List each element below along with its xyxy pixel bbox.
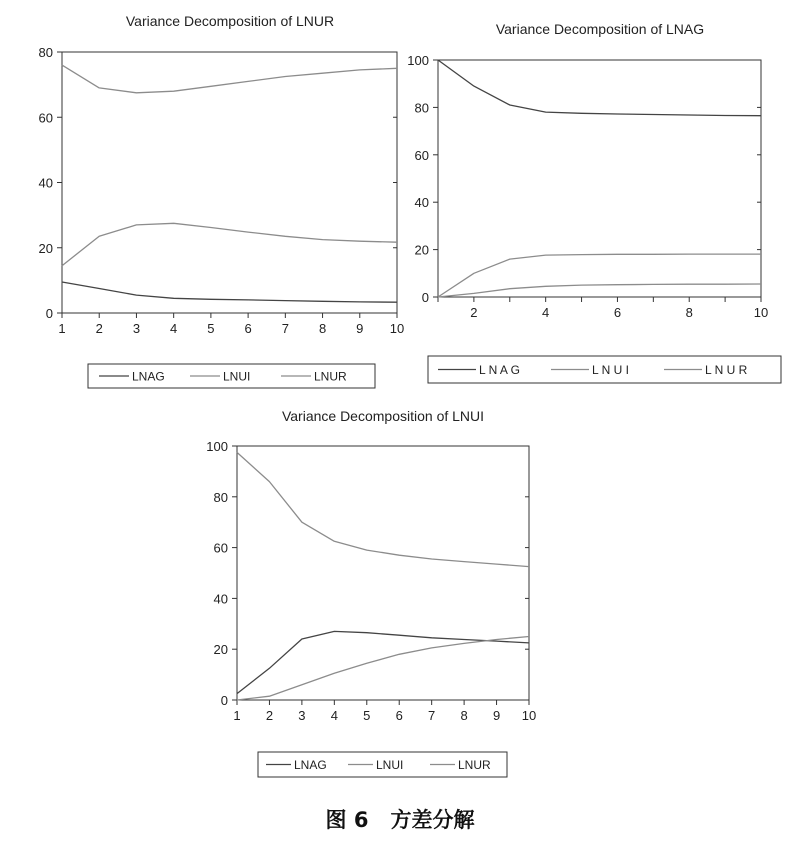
series-line-2 [438, 254, 761, 297]
y-tick-label: 20 [213, 642, 228, 658]
x-tick-label: 8 [685, 305, 693, 320]
x-tick-label: 4 [330, 708, 338, 723]
legend [258, 752, 507, 777]
x-tick-label: 7 [281, 321, 289, 336]
y-tick-label: 100 [206, 439, 228, 454]
x-tick-label: 3 [132, 321, 141, 336]
chart-title: Variance Decomposition of LNUI [281, 408, 485, 424]
y-tick-label: 60 [213, 540, 228, 556]
series-line-1 [438, 60, 761, 116]
y-tick-label: 0 [45, 306, 53, 321]
legend-label-1: L N A G [479, 363, 520, 377]
series-line-2 [62, 223, 397, 265]
x-tick-label: 6 [395, 708, 403, 723]
legend-label-2: LNUI [223, 369, 251, 384]
x-tick-label: 10 [521, 708, 537, 723]
y-tick-label: 20 [38, 240, 53, 256]
y-tick-label: 60 [38, 110, 53, 126]
x-tick-label: 4 [542, 305, 550, 320]
series-line-2 [237, 452, 529, 566]
x-tick-label: 2 [470, 305, 478, 320]
plot-frame [438, 60, 761, 297]
x-tick-label: 1 [233, 708, 241, 723]
x-tick-label: 1 [58, 321, 66, 336]
y-tick-label: 0 [220, 693, 228, 708]
series-line-3 [237, 637, 529, 701]
y-tick-label: 60 [414, 147, 429, 163]
x-tick-label: 5 [363, 708, 371, 723]
plot-frame [237, 446, 529, 700]
chart-title: Variance Decomposition of LNAG [495, 21, 705, 37]
legend-label-1: LNAG [294, 758, 327, 772]
chart-1 [39, 13, 405, 388]
figure-caption-text: 方差分解 [390, 808, 475, 832]
legend-label-2: LNUI [376, 758, 404, 772]
x-tick-label: 9 [356, 321, 364, 336]
x-tick-label: 2 [265, 708, 274, 723]
y-tick-label: 100 [407, 53, 429, 68]
y-tick-label: 40 [38, 175, 53, 191]
legend [88, 364, 375, 388]
chart-3 [206, 408, 536, 777]
legend-label-2: L N U I [592, 363, 629, 377]
series-line-1 [62, 282, 397, 302]
figure-caption [0, 804, 800, 834]
x-tick-label: 7 [428, 708, 436, 723]
plot-frame [62, 52, 397, 313]
y-tick-label: 0 [421, 290, 429, 305]
legend-label-1: LNAG [132, 369, 165, 384]
x-tick-label: 10 [753, 305, 769, 320]
x-tick-label: 10 [389, 321, 405, 336]
x-tick-label: 8 [460, 708, 468, 723]
legend-label-3: LNUR [458, 758, 491, 772]
figure-number: 图 6 [325, 808, 369, 832]
legend-label-3: L N U R [705, 363, 748, 377]
x-tick-label: 3 [298, 708, 306, 723]
x-tick-label: 2 [95, 321, 103, 336]
y-tick-label: 40 [414, 195, 429, 211]
x-tick-label: 9 [492, 708, 501, 723]
x-tick-label: 4 [170, 321, 178, 336]
series-line-3 [62, 65, 397, 93]
x-tick-label: 6 [613, 305, 622, 320]
y-tick-label: 20 [414, 242, 429, 258]
chart-title: Variance Decomposition of LNUR [125, 13, 335, 29]
x-tick-label: 5 [207, 321, 215, 336]
chart-2 [407, 21, 781, 383]
series-line-3 [438, 284, 761, 297]
y-tick-label: 80 [213, 489, 228, 505]
legend-label-3: LNUR [314, 369, 347, 384]
y-tick-label: 80 [414, 100, 429, 116]
legend [428, 356, 781, 383]
y-tick-label: 80 [38, 45, 53, 60]
x-tick-label: 6 [244, 321, 252, 336]
x-tick-label: 8 [318, 321, 327, 336]
y-tick-label: 40 [213, 591, 228, 607]
